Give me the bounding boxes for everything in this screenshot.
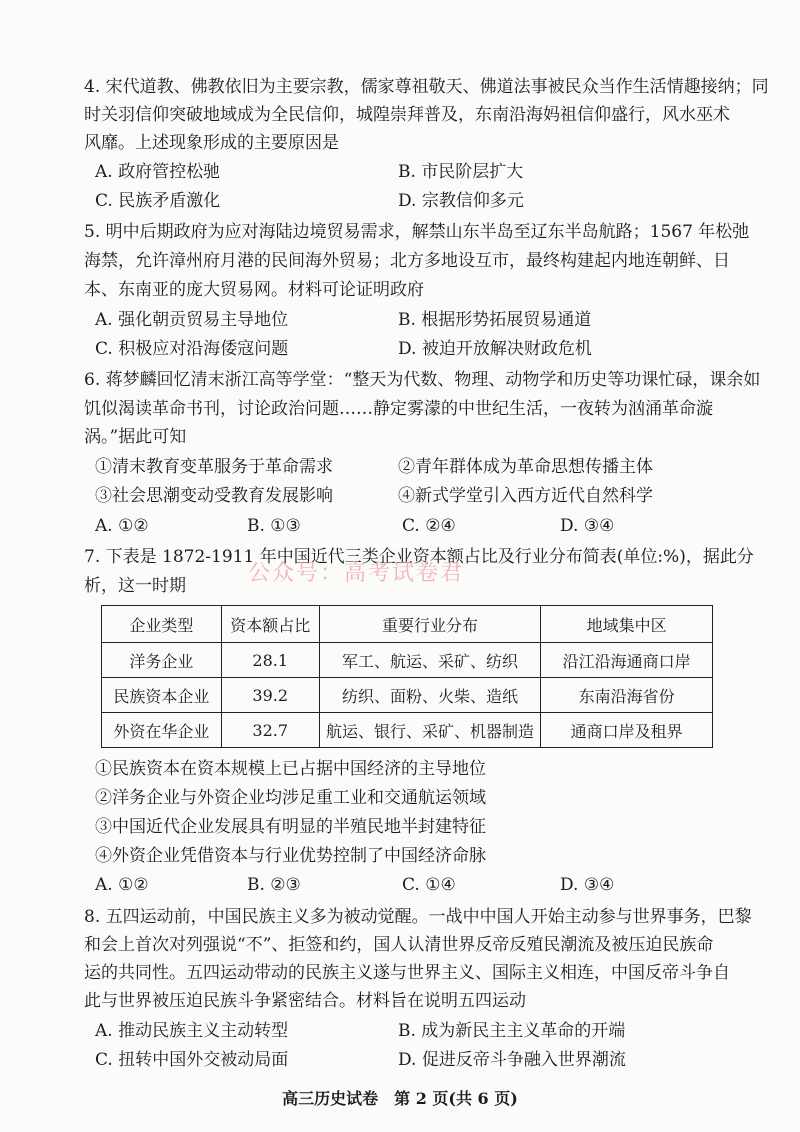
table-cell: 39.2	[221, 678, 319, 713]
q4-option-a: A. 政府管控松驰	[95, 162, 221, 182]
table-header-cell: 地域集中区	[541, 606, 713, 643]
q7-statement-1: ①民族资本在资本规模上已占据中国经济的主导地位	[95, 759, 486, 779]
q7-option-a: A. ①②	[95, 875, 149, 895]
q6-stem-line-1: 6. 蒋梦麟回忆清末浙江高等学堂：“整天为代数、物理、动物学和历史等功课忙碌，课余如	[84, 370, 761, 390]
table-cell: 洋务企业	[102, 643, 222, 678]
q4-stem-line-1: 4. 宋代道教、佛教依旧为主要宗教，儒家尊祖敬天、佛道法事被民众当作生活情趣接纳；同	[84, 77, 769, 97]
q7-statement-2: ②洋务企业与外资企业均涉足重工业和交通航运领域	[95, 788, 486, 808]
q5-option-c: C. 积极应对沿海倭寇问题	[95, 339, 289, 359]
q7-option-b: B. ②③	[247, 875, 301, 895]
table-header-cell: 资本额占比	[221, 606, 319, 643]
table-header-cell: 企业类型	[102, 606, 222, 643]
q8-option-d: D. 促进反帝斗争融入世界潮流	[398, 1050, 626, 1070]
q7-stem-line-1: 7. 下表是 1872-1911 年中国近代三类企业资本额占比及行业分布简表(单位:%)，据此分	[84, 547, 754, 567]
q4-option-c: C. 民族矛盾激化	[95, 191, 221, 211]
page-footer: 高三历史试卷 第 2 页(共 6 页)	[282, 1089, 518, 1108]
table-cell: 32.7	[221, 713, 319, 748]
table-cell: 通商口岸及租界	[541, 713, 713, 748]
q6-stem-line-3: 涡。”据此可知	[84, 427, 187, 447]
table-header-row	[102, 606, 713, 643]
q7-stem-line-2: 析，这一时期	[84, 576, 186, 596]
q6-statement-2: ②青年群体成为革命思想传播主体	[398, 457, 653, 477]
q5-option-b: B. 根据形势拓展贸易通道	[398, 310, 592, 330]
q6-option-b: B. ①③	[247, 516, 301, 536]
table-cell: 东南沿海省份	[541, 678, 713, 713]
q7-statement-3: ③中国近代企业发展具有明显的半殖民地半封建特征	[95, 817, 486, 837]
table-cell: 民族资本企业	[102, 678, 222, 713]
q8-option-b: B. 成为新民主主义革命的开端	[398, 1021, 626, 1041]
q6-option-a: A. ①②	[95, 516, 149, 536]
q6-stem-line-2: 饥似渴读革命书刊，讨论政治问题……静定雾濛的中世纪生活，一夜转为汹涌革命漩	[84, 399, 713, 419]
table-cell: 航运、银行、采矿、机器制造	[319, 713, 541, 748]
q8-option-a: A. 推动民族主义主动转型	[95, 1021, 289, 1041]
q7-statement-4: ④外资企业凭借资本与行业优势控制了中国经济命脉	[95, 846, 486, 866]
q5-option-a: A. 强化朝贡贸易主导地位	[95, 310, 289, 330]
q5-stem-line-1: 5. 明中后期政府为应对海陆边境贸易需求，解禁山东半岛至辽东半岛航路；1567 年松弛	[84, 222, 750, 242]
q6-statement-1: ①清末教育变革服务于革命需求	[95, 457, 333, 477]
q6-option-d: D. ③④	[560, 516, 615, 536]
q5-stem-line-3: 本、东南亚的庞大贸易网。材料可论证明政府	[84, 280, 424, 300]
q4-stem-line-3: 风靡。上述现象形成的主要原因是	[84, 133, 339, 153]
q8-stem-line-3: 运的共同性。五四运动带动的民族主义遂与世界主义、国际主义相连，中国反帝斗争自	[84, 963, 730, 983]
q6-statement-3: ③社会思潮变动受教育发展影响	[95, 486, 333, 506]
table-cell: 28.1	[221, 643, 319, 678]
table-cell: 沿江沿海通商口岸	[541, 643, 713, 678]
table-header-cell: 重要行业分布	[319, 606, 541, 643]
table-row	[102, 643, 713, 678]
q7-option-c: C. ①④	[402, 875, 456, 895]
q5-option-d: D. 被迫开放解决财政危机	[398, 339, 592, 359]
q8-stem-line-1: 8. 五四运动前，中国民族主义多为被动觉醒。一战中中国人开始主动参与世界事务，巴黎	[84, 907, 752, 927]
table-cell: 军工、航运、采矿、纺织	[319, 643, 541, 678]
q6-statement-4: ④新式学堂引入西方近代自然科学	[398, 486, 653, 506]
q4-option-d: D. 宗教信仰多元	[398, 191, 524, 211]
q8-stem-line-2: 和会上首次对列强说“不”、拒签和约，国人认清世界反帝反殖民潮流及被压迫民族命	[84, 935, 714, 955]
q4-stem-line-2: 时关羽信仰突破地域成为全民信仰，城隍崇拜普及，东南沿海妈祖信仰盛行，风水巫术	[84, 105, 730, 125]
q6-option-c: C. ②④	[402, 516, 456, 536]
table-row	[102, 678, 713, 713]
table-cell: 纺织、面粉、火柴、造纸	[319, 678, 541, 713]
q8-stem-line-4: 此与世界被压迫民族斗争紧密结合。材料旨在说明五四运动	[84, 991, 526, 1011]
q5-stem-line-2: 海禁，允许漳州府月港的民间海外贸易；北方多地设互市，最终构建起内地连朝鲜、日	[84, 251, 730, 271]
watermark-text: 公众号：高考试卷君	[248, 561, 465, 586]
table-row	[102, 713, 713, 748]
q8-option-c: C. 扭转中国外交被动局面	[95, 1050, 289, 1070]
table-cell: 外资在华企业	[102, 713, 222, 748]
enterprise-capital-table	[101, 605, 713, 748]
q7-option-d: D. ③④	[560, 875, 615, 895]
q4-option-b: B. 市民阶层扩大	[398, 162, 524, 182]
